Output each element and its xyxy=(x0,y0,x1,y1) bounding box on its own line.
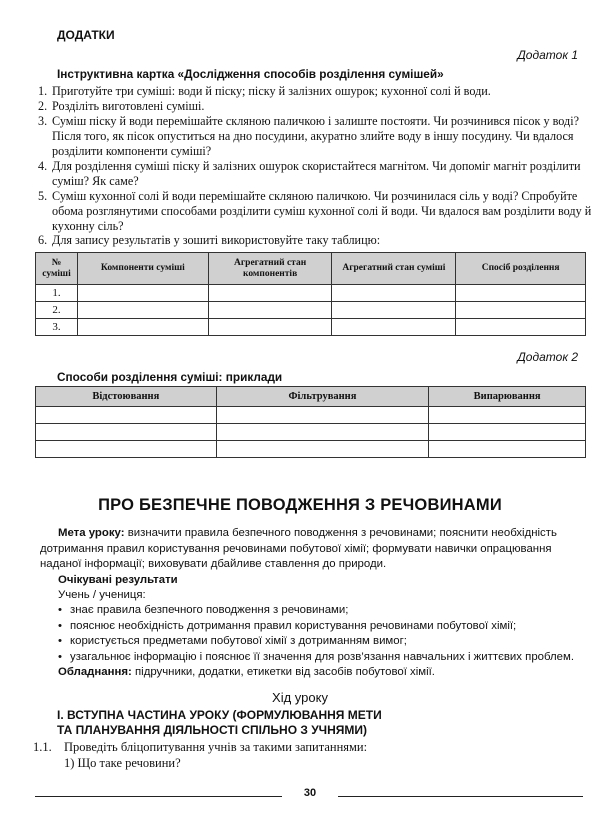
table-cell xyxy=(456,302,586,319)
step-text: Приготуйте три суміші: води й піску; піску й залізних ошурок; кухонної солі й води. xyxy=(52,84,491,98)
table-cell xyxy=(208,319,332,336)
student-label: Учень / учениця: xyxy=(58,589,146,601)
goal-text: визначити правила безпечного поводження з речовинами; пояснити необхідність дотримання правил користування речовинами побутової хімії; формувати навички опрацювання наданої інформації; виховувати дбайливе ставлення до природи. xyxy=(40,527,557,571)
step-number: 5. xyxy=(38,189,48,203)
question-number: 1.1. xyxy=(33,740,52,754)
step-2 xyxy=(38,99,594,115)
row-number: 3. xyxy=(36,319,78,336)
lesson-goal xyxy=(40,526,590,573)
table-cell xyxy=(216,407,429,424)
table-cell xyxy=(429,407,586,424)
equipment xyxy=(58,665,435,681)
equipment-text: підручники, додатки, етикетки від засобів побутової хімії. xyxy=(135,666,435,678)
table-row xyxy=(36,441,586,458)
results-table xyxy=(35,252,586,336)
table-cell xyxy=(332,285,456,302)
table-header-cell: Фільтрування xyxy=(216,387,429,407)
appendix-label-2: Додаток 2 xyxy=(517,350,578,364)
table-header-cell: № суміші xyxy=(36,253,78,285)
table-cell xyxy=(208,285,332,302)
question-text: Проведіть бліцопитування учнів за такими запитаннями: xyxy=(64,740,368,754)
table-row xyxy=(36,407,586,424)
table-cell xyxy=(216,441,429,458)
step-4 xyxy=(38,159,594,190)
page-number: 30 xyxy=(303,787,317,799)
table-cell xyxy=(77,285,208,302)
row-number: 2. xyxy=(36,302,78,319)
table-cell xyxy=(36,424,217,441)
row-number: 1. xyxy=(36,285,78,302)
methods-table xyxy=(35,386,586,458)
table-header-cell: Агрегатний стан суміші xyxy=(332,253,456,285)
table-cell xyxy=(77,319,208,336)
step-number: 3. xyxy=(38,114,48,128)
table-row xyxy=(36,424,586,441)
table-cell xyxy=(429,441,586,458)
table-header-row xyxy=(36,387,586,407)
table-cell xyxy=(36,441,217,458)
footer-rule-right xyxy=(338,796,583,797)
table-cell xyxy=(332,319,456,336)
table-header-cell: Агрегатний стан компонентів xyxy=(208,253,332,285)
appendix-label-1: Додаток 1 xyxy=(517,48,578,62)
table-header-row xyxy=(36,253,586,285)
step-1 xyxy=(38,84,594,100)
list-item: • знає правила безпечного поводження з речовинами; xyxy=(56,603,596,619)
lesson-title: ПРО БЕЗПЕЧНЕ ПОВОДЖЕННЯ З РЕЧОВИНАМИ xyxy=(98,496,502,514)
part-heading xyxy=(57,708,382,738)
step-text: Суміш кухонної солі й води перемішайте скляною паличкою. Чи розчинилася сіль у воді? Спробуйте обома розглянутими способами розділити суміш кухонної солі й води. Чи вдалося вам розділити воду й кухонну сіль? xyxy=(52,189,592,234)
table-cell xyxy=(36,407,217,424)
step-number: 1. xyxy=(38,84,48,98)
section-title: ДОДАТКИ xyxy=(57,28,115,42)
table-cell xyxy=(456,319,586,336)
list-item: • узагальнює інформацію і пояснює її значення для розв’язання навчальних і життєвих проблем. xyxy=(56,650,596,666)
table-header-cell: Спосіб розділення xyxy=(456,253,586,285)
table-cell xyxy=(77,302,208,319)
table-row xyxy=(36,319,586,336)
table-cell xyxy=(208,302,332,319)
step-5 xyxy=(38,189,594,235)
table-cell xyxy=(429,424,586,441)
step-text: Для розділення суміші піску й залізних ошурок скористайтеся магнітом. Чи допоміг магніт розділити суміш? Як саме? xyxy=(52,159,581,189)
part-heading-line: I. ВСТУПНА ЧАСТИНА УРОКУ (ФОРМУЛЮВАННЯ МЕТИ xyxy=(57,708,382,722)
step-text: Розділіть виготовлені суміші. xyxy=(52,99,205,113)
step-number: 4. xyxy=(38,159,48,173)
part-heading-line: ТА ПЛАНУВАННЯ ДІЯЛЬНОСТІ СПІЛЬНО З УЧНЯМИ) xyxy=(57,723,368,737)
expected-results-label: Очікувані результати xyxy=(58,574,178,586)
footer-rule-left xyxy=(35,796,282,797)
table-row xyxy=(36,302,586,319)
course-heading: Хід уроку xyxy=(272,690,328,705)
methods-title: Способи розділення суміші: приклади xyxy=(57,370,283,384)
table-cell xyxy=(216,424,429,441)
goal-label: Мета уроку: xyxy=(58,527,125,539)
step-3 xyxy=(38,114,594,160)
step-number: 6. xyxy=(38,233,48,247)
results-list xyxy=(56,603,596,665)
step-6 xyxy=(38,233,594,249)
table-header-cell: Відстоювання xyxy=(36,387,217,407)
list-item: • пояснює необхідність дотримання правил користування речовинами побутової хімії; xyxy=(56,619,596,635)
table-cell xyxy=(456,285,586,302)
equipment-label: Обладнання: xyxy=(58,666,132,678)
table-header-cell: Компоненти суміші xyxy=(77,253,208,285)
table-header-cell: Випарювання xyxy=(429,387,586,407)
table-row xyxy=(36,285,586,302)
table-cell xyxy=(332,302,456,319)
question-item: 1) Що таке речовини? xyxy=(64,756,181,770)
step-number: 2. xyxy=(38,99,48,113)
step-text: Суміш піску й води перемішайте скляною паличкою і залиште постояти. Чи розчинився пісок у воді? Після того, як пісок опуститься на дно посудини, акуратно злийте воду в іншу посудину. Чи вдалося розділити компоненти суміші? xyxy=(52,114,580,159)
card-title: Інструктивна картка «Дослідження способів розділення сумішей» xyxy=(57,67,444,81)
step-text: Для запису результатів у зошиті використовуйте таку таблицю: xyxy=(52,233,381,247)
list-item: • користується предметами побутової хімії з дотриманням вимог; xyxy=(56,634,596,650)
